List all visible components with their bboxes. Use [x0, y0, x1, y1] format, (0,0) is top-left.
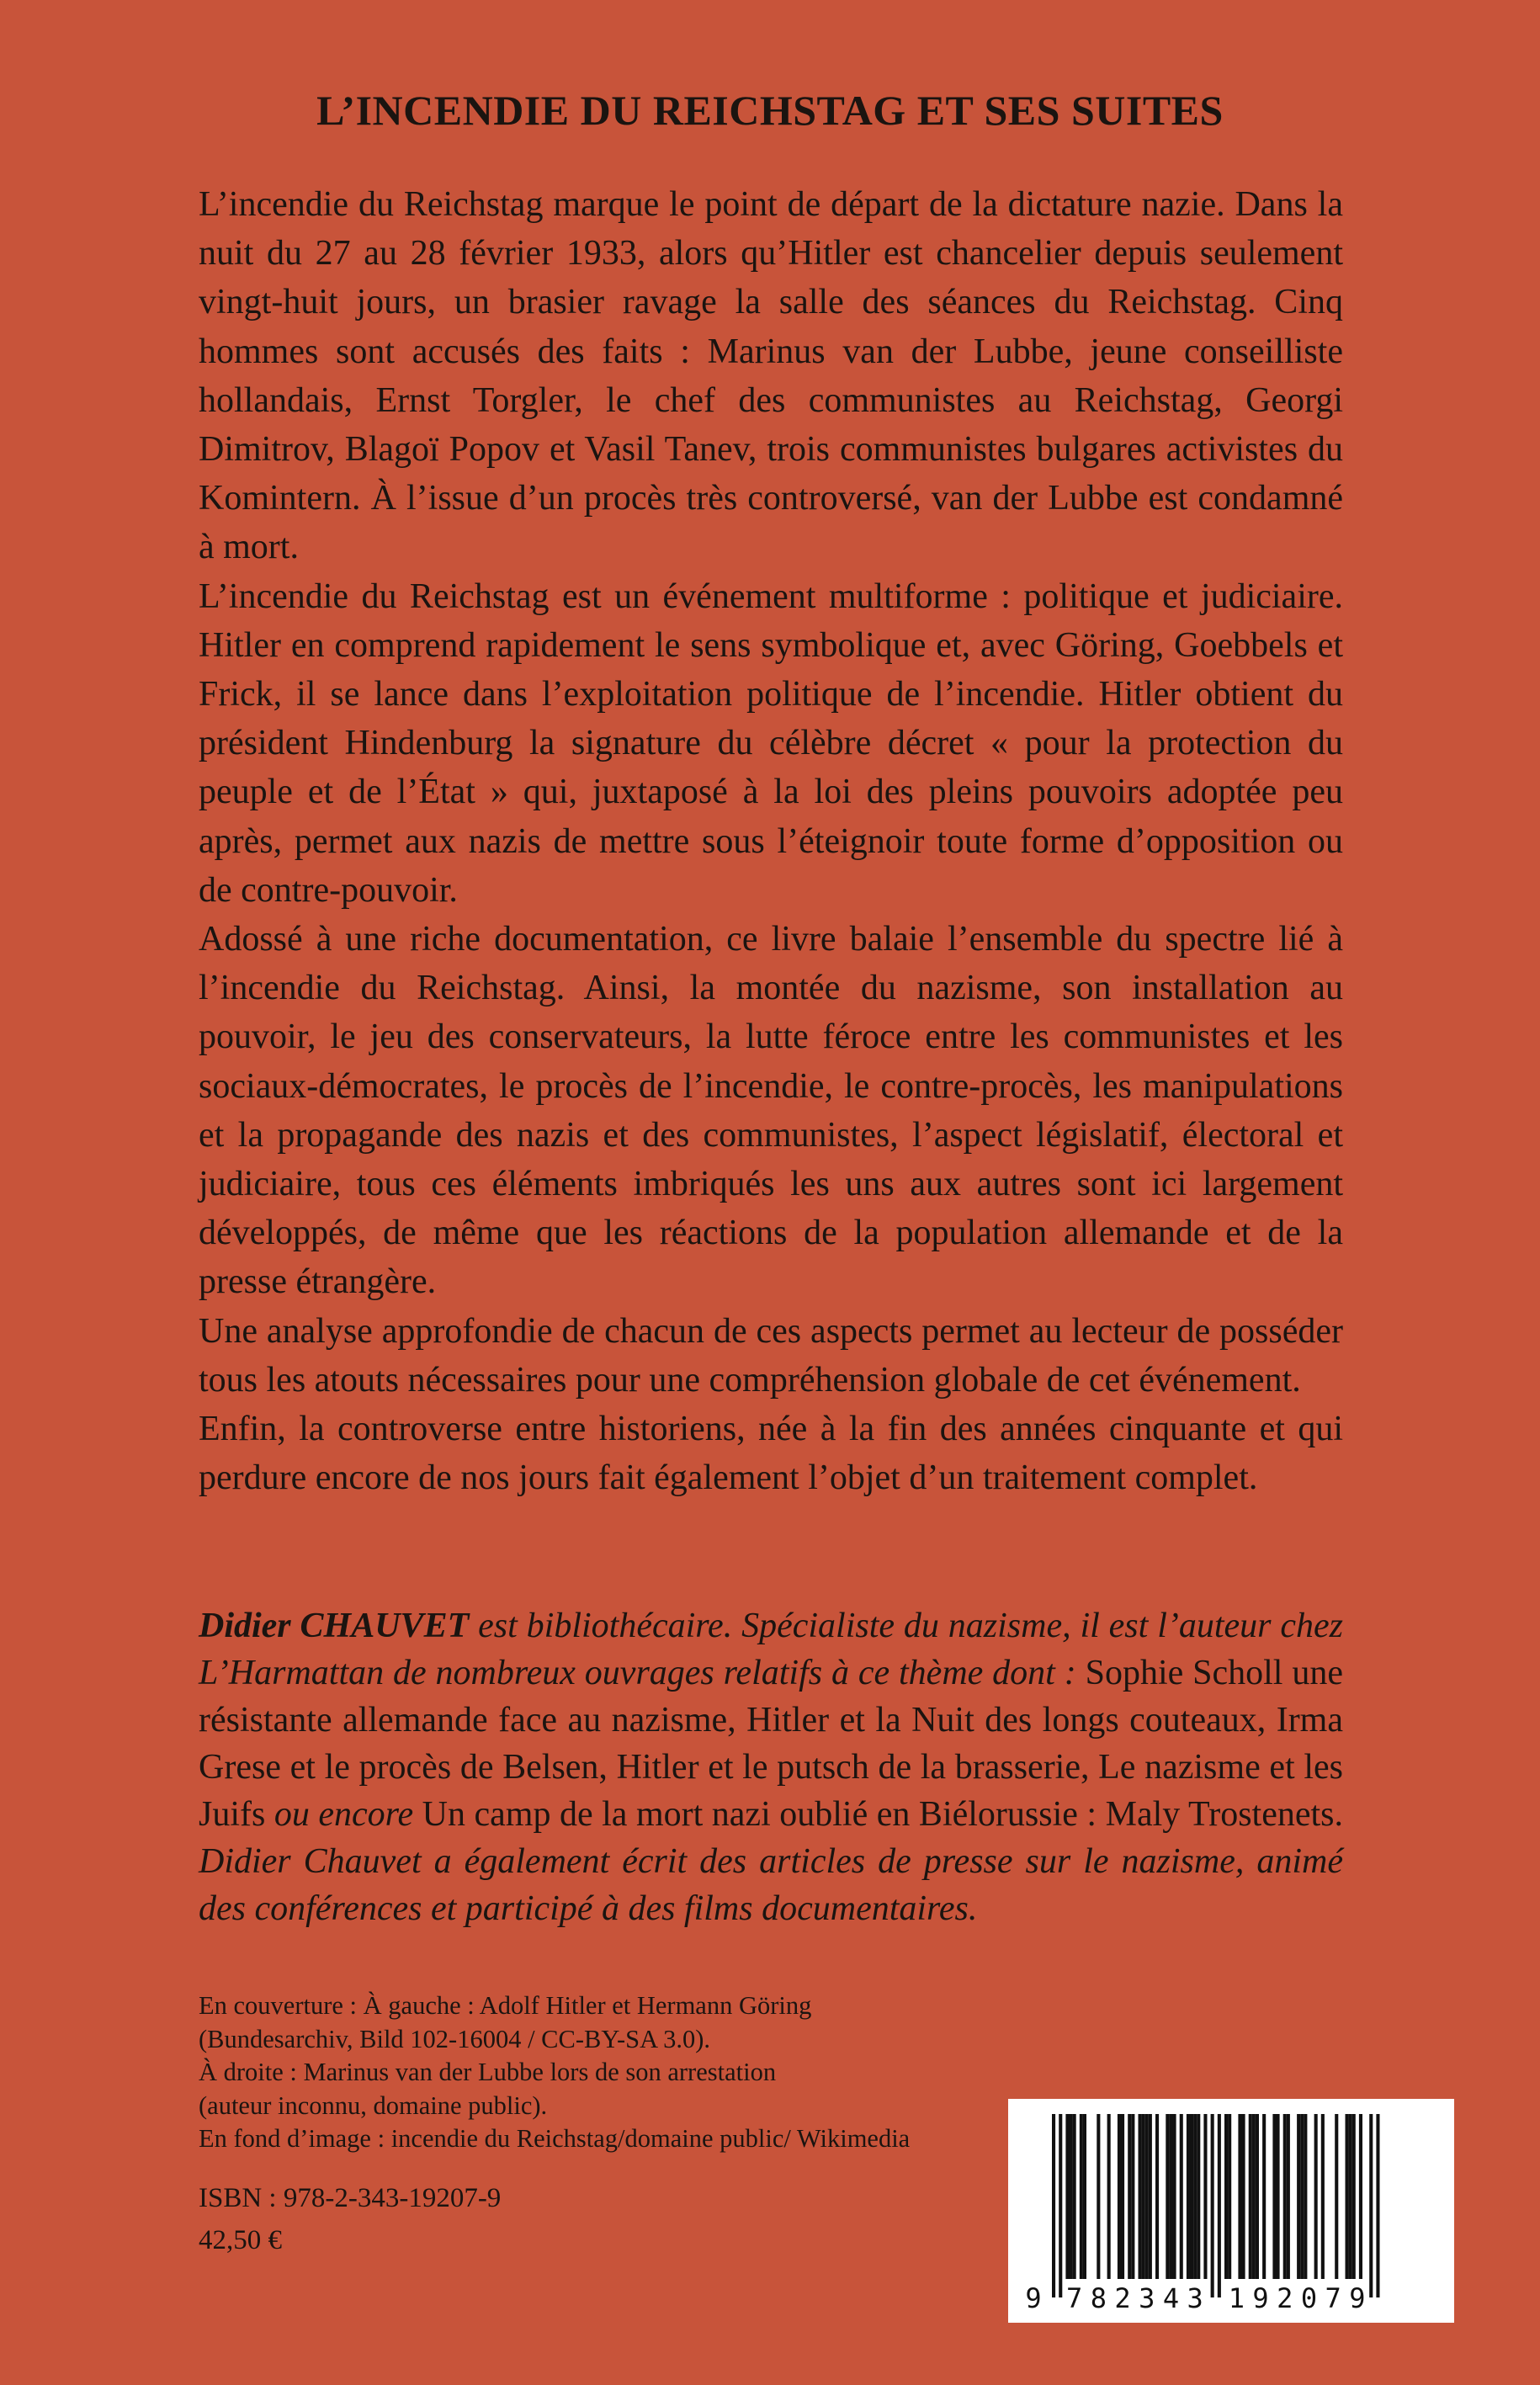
barcode-bar: [1065, 2114, 1069, 2279]
barcode-bar: [1169, 2114, 1172, 2279]
barcode-digit: 9: [1025, 2282, 1042, 2314]
barcode-bar: [1059, 2114, 1062, 2297]
barcode-bar: [1249, 2114, 1252, 2279]
barcode-bar: [1287, 2114, 1290, 2279]
price: 42,50 €: [199, 2225, 282, 2255]
barcode-bar: [1107, 2114, 1111, 2279]
barcode-bar: [1297, 2114, 1300, 2279]
barcode-bar: [1304, 2114, 1307, 2279]
barcode-bar: [1359, 2114, 1362, 2279]
summary-text: [199, 180, 1343, 1502]
barcode-digit: 7: [1325, 2282, 1341, 2314]
barcode-bar: [1083, 2114, 1086, 2279]
barcode-bar: [1073, 2114, 1076, 2279]
barcode-bar: [1155, 2114, 1159, 2279]
barcode-bar: [1142, 2114, 1145, 2279]
barcode-digit: 3: [1139, 2282, 1155, 2314]
barcode-bar: [1193, 2114, 1197, 2279]
credit-line: En fond d’image : incendie du Reichstag/domaine public/ Wikimedia: [199, 2124, 911, 2153]
barcode-bar: [1097, 2114, 1100, 2279]
barcode-bar: [1149, 2114, 1152, 2279]
barcode-graphic: [1008, 2099, 1454, 2323]
isbn: ISBN : 978-2-343-19207-9: [199, 2183, 502, 2213]
barcode-bar: [1252, 2114, 1256, 2279]
barcode-digit: 4: [1162, 2282, 1180, 2314]
barcode-bar: [1203, 2114, 1207, 2279]
barcode-bar: [1349, 2114, 1352, 2279]
barcode-bar: [1180, 2114, 1183, 2279]
credit-line: En couverture : À gauche : Adolf Hitler et Hermann Göring: [199, 1991, 812, 2020]
barcode-bar: [1070, 2114, 1073, 2279]
barcode-bar: [1166, 2114, 1169, 2279]
barcode-digit: 2: [1114, 2282, 1131, 2314]
summary-paragraph: Une analyse approfondie de chacun de ces aspects permet au lecteur de posséder tous les atouts nécessaires pour une compréhension globale de cet événement.: [199, 1311, 1343, 1400]
barcode-digit: 2: [1277, 2282, 1293, 2314]
barcode-digit: 0: [1300, 2282, 1318, 2314]
barcode-bar: [1321, 2114, 1325, 2279]
barcode-bar: [1314, 2114, 1318, 2279]
author-last-work: Un camp de la mort nazi oublié en Biélorussie : Maly Trostenets.: [422, 1795, 1344, 1834]
barcode-bar: [1369, 2114, 1373, 2297]
credit-line: À droite : Marinus van der Lubbe lors de son arrestation: [199, 2058, 777, 2086]
barcode-bar: [1376, 2114, 1379, 2297]
barcode-bar: [1139, 2114, 1142, 2279]
barcode-bar: [1118, 2114, 1121, 2279]
book-title: L’INCENDIE DU REICHSTAG ET SES SUITES: [316, 87, 1224, 134]
summary-paragraph: Adossé à une riche documentation, ce livre balaie l’ensemble du spectre lié à l’incendie du Reichstag. Ainsi, la montée du nazisme, son installation au pouvoir, le jeu des conservateurs, la lutte féroce entre les communistes et les sociaux-démocrates, le procès de l’incendie, le contre-procès, les manipulations et la propagande des nazis et des communistes, l’aspect législatif, électoral et judiciaire, tous ces éléments imbriqués les uns aux autres sont ici largement développés, de même que les réactions de la population allemande et de la presse étrangère.: [199, 920, 1343, 1302]
barcode-bar: [1242, 2114, 1245, 2279]
barcode-bar: [1211, 2114, 1214, 2297]
author-bio-intro: est bibliothécaire. Spécialiste du nazisme, il est l’auteur chez L’Harmattan de nombreux ouvrages relatifs à ce thème dont :: [199, 1607, 1344, 1692]
summary-paragraph: L’incendie du Reichstag marque le point de départ de la dictature nazie. Dans la nuit du 27 au 28 février 1933, alors qu’Hitler est chancelier depuis seulement vingt-huit jours, un brasier ravage la salle des séances du Reichstag. Cinq hommes sont accusés des faits : Marinus van der Lubbe, jeune conseilliste hollandais, Ernst Torgler, le chef des communistes au Reichstag, Georgi Dimitrov, Blagoï Popov et Vasil Tanev, trois communistes bulgares activistes du Komintern. À l’issue d’un procès très controversé, van der Lubbe est condamné à mort.: [199, 185, 1343, 567]
author-bio-closing: Didier Chauvet a également écrit des articles de presse sur le nazisme, animé des conférences et participé à des films documentaires.: [199, 1842, 1343, 1928]
barcode-bar: [1283, 2114, 1287, 2279]
summary-paragraph: L’incendie du Reichstag est un événement multiforme : politique et judiciaire. Hitler en comprend rapidement le sens symbolique et, avec Göring, Goebbels et Frick, il se lance dans l’exploitation politique de l’incendie. Hitler obtient du président Hindenburg la signature du célèbre décret « pour la protection du peuple et de l’État » qui, juxtaposé à la loi des pleins pouvoirs adoptée peu après, permet aux nazis de mettre sous l’éteignoir toute forme d’opposition ou de contre-pouvoir.: [199, 576, 1343, 910]
barcode-bar: [1131, 2114, 1134, 2279]
barcode-bar: [1080, 2114, 1083, 2279]
barcode-bar: [1277, 2114, 1280, 2279]
barcode-bar: [1228, 2114, 1231, 2279]
barcode-bar: [1224, 2114, 1228, 2279]
barcode-bar: [1352, 2114, 1356, 2279]
author-works: Sophie Scholl une résistante allemande face au nazisme, Hitler et la Nuit des longs couteaux, Irma Grese et le procès de Belsen, Hitler et le putsch de la brasserie, Le nazisme et les Juifs: [199, 1654, 1343, 1834]
barcode-bar: [1262, 2114, 1266, 2279]
barcode-bar: [1272, 2114, 1276, 2279]
barcode-digit: 9: [1349, 2282, 1366, 2314]
barcode-bar: [1300, 2114, 1304, 2279]
barcode-digit: 8: [1090, 2282, 1107, 2314]
barcode-digit: 9: [1252, 2282, 1269, 2314]
summary-paragraph: Enfin, la controverse entre historiens, née à la fin des années cinquante et qui perdure encore de nos jours fait également l’objet d’un traitement complet.: [199, 1410, 1343, 1498]
barcode: [1008, 2099, 1454, 2323]
barcode-bar: [1173, 2114, 1176, 2279]
barcode-bar: [1145, 2114, 1149, 2279]
barcode-digit: 7: [1066, 2282, 1083, 2314]
barcode-bar: [1218, 2114, 1221, 2297]
barcode-digit: 3: [1187, 2282, 1203, 2314]
credit-line: (Bundesarchiv, Bild 102-16004 / CC-BY-SA 3.0).: [199, 2024, 711, 2053]
barcode-bar: [1335, 2114, 1338, 2279]
barcode-bar: [1190, 2114, 1193, 2279]
barcode-bar: [1346, 2114, 1349, 2279]
author-bio-connector: ou encore: [265, 1795, 422, 1834]
barcode-bar: [1128, 2114, 1131, 2279]
barcode-bar: [1197, 2114, 1200, 2279]
barcode-bar: [1121, 2114, 1124, 2279]
barcode-bar: [1238, 2114, 1241, 2279]
author-bio: [199, 1602, 1343, 1932]
image-credits: [199, 1989, 1023, 2156]
credit-line: (auteur inconnu, domaine public).: [199, 2090, 548, 2120]
author-name: Didier CHAUVET: [199, 1607, 470, 1645]
barcode-bar: [1052, 2114, 1055, 2297]
barcode-digit: 1: [1228, 2282, 1245, 2314]
barcode-bar: [1187, 2114, 1190, 2279]
barcode-bar: [1256, 2114, 1259, 2279]
